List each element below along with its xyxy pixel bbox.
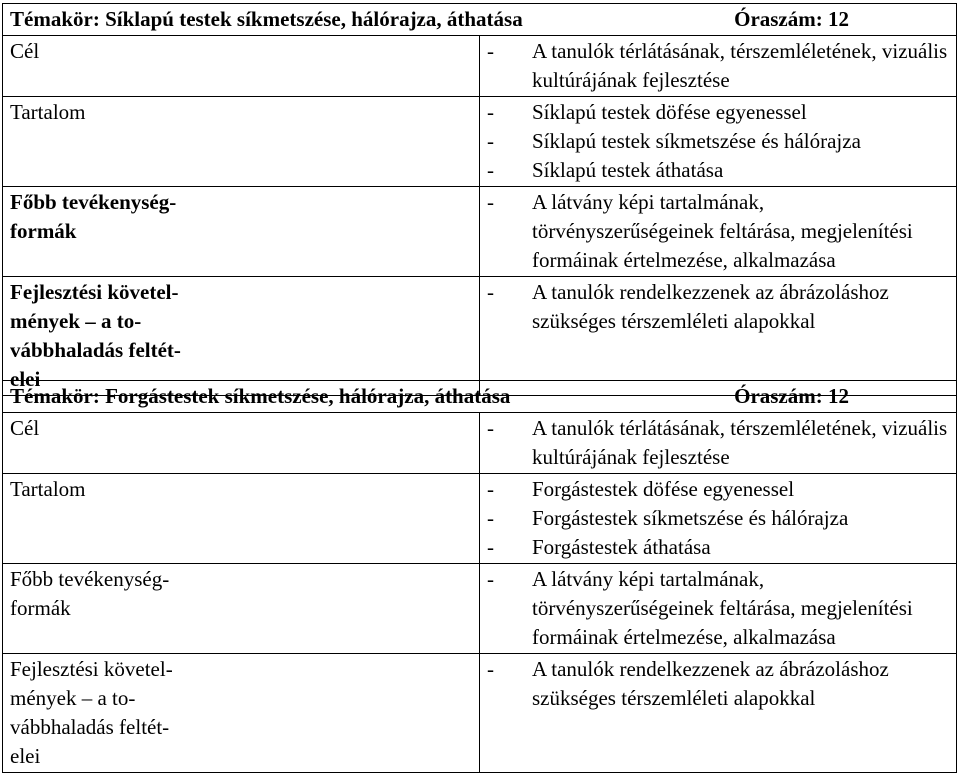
tartalom-label: Tartalom xyxy=(3,474,480,564)
bullet-dash: - xyxy=(487,100,494,124)
topic-header-cell xyxy=(3,4,957,36)
kovetelmeny-label: Fejlesztési követel- mények – a to- vábbhaladás feltét- elei xyxy=(3,654,480,773)
topic-block-siklapu xyxy=(2,3,957,396)
list-item: - A látvány képi tartalmának, törvényszerűségeinek feltárása, megjelenítési formáinak értelmezése, alkalmazása xyxy=(487,188,949,275)
cel-content xyxy=(480,36,957,97)
bullet-dash: - xyxy=(487,506,494,530)
topic-hours: Óraszám: 12 xyxy=(734,384,849,408)
kovetelmeny-content xyxy=(480,654,957,773)
list-item: - Síklapú testek síkmetszése és hálórajza xyxy=(487,127,949,156)
tartalom-content xyxy=(480,97,957,187)
cel-content xyxy=(480,413,957,474)
bullet-dash: - xyxy=(487,535,494,559)
tartalom-content xyxy=(480,474,957,564)
bullet-dash: - xyxy=(487,416,494,440)
list-item: - A tanulók rendelkezzenek az ábrázoláshoz szükséges térszemléleti alapokkal xyxy=(487,278,949,336)
tartalom-row xyxy=(3,97,957,187)
kovetelmeny-label: Fejlesztési követel- mények – a to- vábbhaladás feltét- elei xyxy=(3,277,480,396)
bullet-dash: - xyxy=(487,477,494,501)
bullet-dash: - xyxy=(487,129,494,153)
bullet-dash: - xyxy=(487,190,494,214)
topic-header-row xyxy=(3,381,957,413)
topic-hours: Óraszám: 12 xyxy=(734,7,849,31)
tevekenyseg-row xyxy=(3,564,957,654)
tevekenyseg-label: Főbb tevékenység- formák xyxy=(3,187,480,277)
tevekenyseg-label: Főbb tevékenység- formák xyxy=(3,564,480,654)
topic-title: Témakör: Síklapú testek síkmetszése, hálórajza, áthatása xyxy=(10,7,523,31)
kovetelmeny-row xyxy=(3,654,957,773)
list-item: - A tanulók térlátásának, térszemléletének, vizuális kultúrájának fejlesztése xyxy=(487,37,949,95)
topic-header-row xyxy=(3,4,957,36)
list-item: - Síklapú testek áthatása xyxy=(487,156,949,185)
list-item: - A látvány képi tartalmának, törvényszerűségeinek feltárása, megjelenítési formáinak értelmezése, alkalmazása xyxy=(487,565,949,652)
cel-label: Cél xyxy=(3,36,480,97)
cel-row xyxy=(3,413,957,474)
curriculum-table-2 xyxy=(2,380,957,773)
list-item: - Síklapú testek döfése egyenessel xyxy=(487,98,949,127)
tartalom-row xyxy=(3,474,957,564)
bullet-dash: - xyxy=(487,657,494,681)
bullet-dash: - xyxy=(487,567,494,591)
cel-label: Cél xyxy=(3,413,480,474)
curriculum-table-1 xyxy=(2,3,957,396)
kovetelmeny-row xyxy=(3,277,957,396)
tartalom-label: Tartalom xyxy=(3,97,480,187)
topic-title: Témakör: Forgástestek síkmetszése, hálórajza, áthatása xyxy=(10,384,511,408)
list-item: - A tanulók rendelkezzenek az ábrázoláshoz szükséges térszemléleti alapokkal xyxy=(487,655,949,713)
topic-block-forgastestek xyxy=(2,380,957,773)
bullet-dash: - xyxy=(487,39,494,63)
list-item: - Forgástestek síkmetszése és hálórajza xyxy=(487,504,949,533)
bullet-dash: - xyxy=(487,158,494,182)
list-item: - A tanulók térlátásának, térszemléletének, vizuális kultúrájának fejlesztése xyxy=(487,414,949,472)
tevekenyseg-content xyxy=(480,187,957,277)
list-item: - Forgástestek döfése egyenessel xyxy=(487,475,949,504)
tevekenyseg-content xyxy=(480,564,957,654)
tevekenyseg-row xyxy=(3,187,957,277)
topic-header-cell xyxy=(3,381,957,413)
list-item: - Forgástestek áthatása xyxy=(487,533,949,562)
kovetelmeny-content xyxy=(480,277,957,396)
bullet-dash: - xyxy=(487,280,494,304)
cel-row xyxy=(3,36,957,97)
